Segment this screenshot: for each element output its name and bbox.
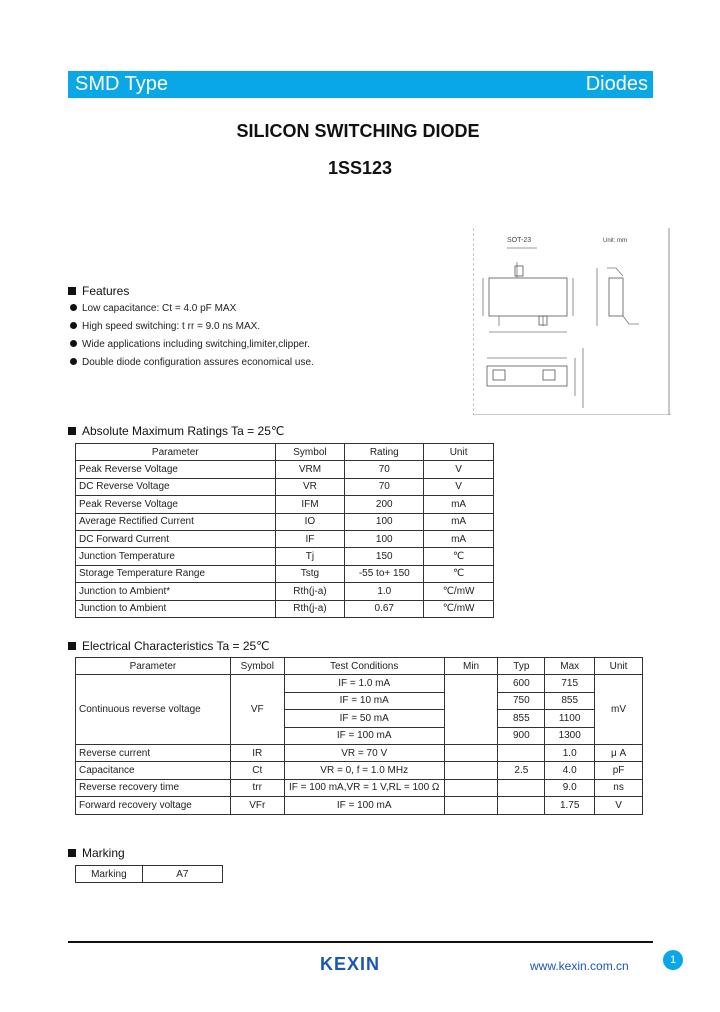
table-cell: 70 (345, 478, 424, 495)
table-cell (498, 797, 545, 814)
features-heading-label: Features (82, 284, 130, 298)
table-cell: V (424, 478, 494, 495)
elec-char-table (75, 657, 643, 815)
table-header: Parameter (76, 444, 276, 461)
table-row (76, 530, 494, 547)
table-cell: 1100 (545, 710, 595, 727)
sot23-outline-diagram (473, 228, 671, 415)
table-cell: Forward recovery voltage (76, 797, 231, 814)
table-cell: pF (595, 762, 643, 779)
table-cell: Rth(j-a) (275, 600, 345, 617)
table-cell: Marking (76, 866, 143, 883)
feature-text: Wide applications including switching,limiter,clipper. (82, 339, 310, 350)
table-row (76, 496, 494, 513)
table-cell: trr (230, 779, 284, 796)
feature-text: High speed switching: t rr = 9.0 ns MAX. (82, 321, 261, 332)
table-cell: IF (275, 530, 345, 547)
table-cell: VR (275, 478, 345, 495)
banner-category: SMD Type (75, 73, 168, 95)
table-cell: 1.75 (545, 797, 595, 814)
table-row (76, 513, 494, 530)
table-cell: IO (275, 513, 345, 530)
table-cell: V (595, 797, 643, 814)
square-bullet-icon (68, 427, 76, 435)
table-cell: Reverse current (76, 744, 231, 761)
table-cell: 4.0 (545, 762, 595, 779)
marking-table (75, 865, 223, 883)
table-cell (444, 675, 498, 745)
table-header: Symbol (275, 444, 345, 461)
table-header: Max (545, 658, 595, 675)
document-title: SILICON SWITCHING DIODE (236, 121, 480, 141)
table-cell: V (424, 461, 494, 478)
header-banner (68, 71, 653, 98)
table-row (76, 461, 494, 478)
table-header: Parameter (76, 658, 231, 675)
table-cell: 855 (545, 692, 595, 709)
features-heading (68, 284, 129, 298)
bullet-icon (70, 322, 77, 329)
table-cell: Junction to Ambient* (76, 583, 276, 600)
website-link[interactable]: www.kexin.com.cn (530, 959, 629, 973)
table-row (76, 600, 494, 617)
table-row (76, 675, 643, 692)
table-row (76, 744, 643, 761)
table-header-row (76, 658, 643, 675)
table-cell: 600 (498, 675, 545, 692)
table-row (76, 478, 494, 495)
abs-max-heading (68, 424, 284, 438)
table-cell: Peak Reverse Voltage (76, 496, 276, 513)
table-row (76, 866, 223, 883)
table-cell (444, 762, 498, 779)
table-header-row (76, 444, 494, 461)
square-bullet-icon (68, 642, 76, 650)
table-cell: Tj (275, 548, 345, 565)
table-cell: 2.5 (498, 762, 545, 779)
package-label: SOT-23 (507, 237, 532, 244)
bullet-icon (70, 340, 77, 347)
table-row (76, 583, 494, 600)
features-list (70, 302, 314, 374)
feature-text: Double diode configuration assures economical use. (82, 357, 314, 368)
table-cell: Junction Temperature (76, 548, 276, 565)
table-cell: Junction to Ambient (76, 600, 276, 617)
marking-heading-label: Marking (82, 846, 125, 860)
table-header: Typ (498, 658, 545, 675)
table-cell: IF = 100 mA (284, 797, 444, 814)
feature-item (70, 320, 314, 338)
table-cell: ℃/mW (424, 583, 494, 600)
table-cell (444, 744, 498, 761)
table-row (76, 779, 643, 796)
table-cell: 900 (498, 727, 545, 744)
table-cell: VRM (275, 461, 345, 478)
table-cell: Reverse recovery time (76, 779, 231, 796)
table-cell: A7 (142, 866, 222, 883)
table-cell (498, 744, 545, 761)
elec-char-heading-label: Electrical Characteristics Ta = 25℃ (82, 639, 270, 653)
table-row (76, 565, 494, 582)
table-cell (498, 779, 545, 796)
table-cell: Continuous reverse voltage (76, 675, 231, 745)
table-header: Unit (595, 658, 643, 675)
table-row (76, 762, 643, 779)
table-cell: Ct (230, 762, 284, 779)
table-cell: IF = 100 mA (284, 727, 444, 744)
bullet-icon (70, 304, 77, 311)
abs-max-heading-label: Absolute Maximum Ratings Ta = 25℃ (82, 424, 285, 438)
bullet-icon (70, 358, 77, 365)
table-cell: Peak Reverse Voltage (76, 461, 276, 478)
marking-heading (68, 846, 125, 860)
table-cell: IF = 10 mA (284, 692, 444, 709)
table-cell: IF = 1.0 mA (284, 675, 444, 692)
table-cell: 855 (498, 710, 545, 727)
table-cell: 1.0 (545, 744, 595, 761)
table-cell: VR = 70 V (284, 744, 444, 761)
package-unit: Unit: mm (603, 238, 627, 244)
table-cell: 150 (345, 548, 424, 565)
table-cell: VFr (230, 797, 284, 814)
table-cell: mV (595, 675, 643, 745)
table-header: Min (444, 658, 498, 675)
table-cell: 750 (498, 692, 545, 709)
table-cell: DC Forward Current (76, 530, 276, 547)
table-cell: mA (424, 496, 494, 513)
table-cell: Tstg (275, 565, 345, 582)
table-cell: ℃/mW (424, 600, 494, 617)
table-cell: DC Reverse Voltage (76, 478, 276, 495)
table-cell: 0.67 (345, 600, 424, 617)
feature-item (70, 302, 314, 320)
table-cell: IF = 50 mA (284, 710, 444, 727)
table-cell: 100 (345, 530, 424, 547)
table-cell: VR = 0, f = 1.0 MHz (284, 762, 444, 779)
table-cell: VF (230, 675, 284, 745)
table-cell: 9.0 (545, 779, 595, 796)
table-cell: 1.0 (345, 583, 424, 600)
feature-item (70, 338, 314, 356)
table-cell: Rth(j-a) (275, 583, 345, 600)
table-header: Symbol (230, 658, 284, 675)
table-cell: mA (424, 530, 494, 547)
table-row (76, 797, 643, 814)
table-cell (444, 797, 498, 814)
table-cell: μ A (595, 744, 643, 761)
table-cell: Storage Temperature Range (76, 565, 276, 582)
square-bullet-icon (68, 849, 76, 857)
page-number: 1 (663, 950, 683, 970)
table-cell: ℃ (424, 565, 494, 582)
abs-max-table (75, 443, 494, 618)
footer-divider (68, 941, 653, 943)
table-cell: 715 (545, 675, 595, 692)
package-drawing (473, 228, 671, 415)
table-cell (444, 779, 498, 796)
table-header: Test Conditions (284, 658, 444, 675)
brand-logo: KEXIN (320, 954, 381, 974)
feature-item (70, 356, 314, 374)
table-cell: IF = 100 mA,VR = 1 V,RL = 100 Ω (284, 779, 444, 796)
table-cell: Capacitance (76, 762, 231, 779)
table-cell: 70 (345, 461, 424, 478)
table-header: Unit (424, 444, 494, 461)
table-cell: mA (424, 513, 494, 530)
square-bullet-icon (68, 287, 76, 295)
elec-char-heading (68, 639, 270, 653)
table-cell: Average Rectified Current (76, 513, 276, 530)
table-cell: -55 to+ 150 (345, 565, 424, 582)
table-cell: ns (595, 779, 643, 796)
table-cell: 100 (345, 513, 424, 530)
table-cell: ℃ (424, 548, 494, 565)
table-cell: 1300 (545, 727, 595, 744)
table-row (76, 548, 494, 565)
table-cell: IFM (275, 496, 345, 513)
table-cell: IR (230, 744, 284, 761)
table-header: Rating (345, 444, 424, 461)
table-cell: 200 (345, 496, 424, 513)
part-number: 1SS123 (327, 158, 393, 178)
feature-text: Low capacitance: Ct = 4.0 pF MAX (82, 303, 237, 314)
banner-product-type: Diodes (585, 73, 648, 95)
